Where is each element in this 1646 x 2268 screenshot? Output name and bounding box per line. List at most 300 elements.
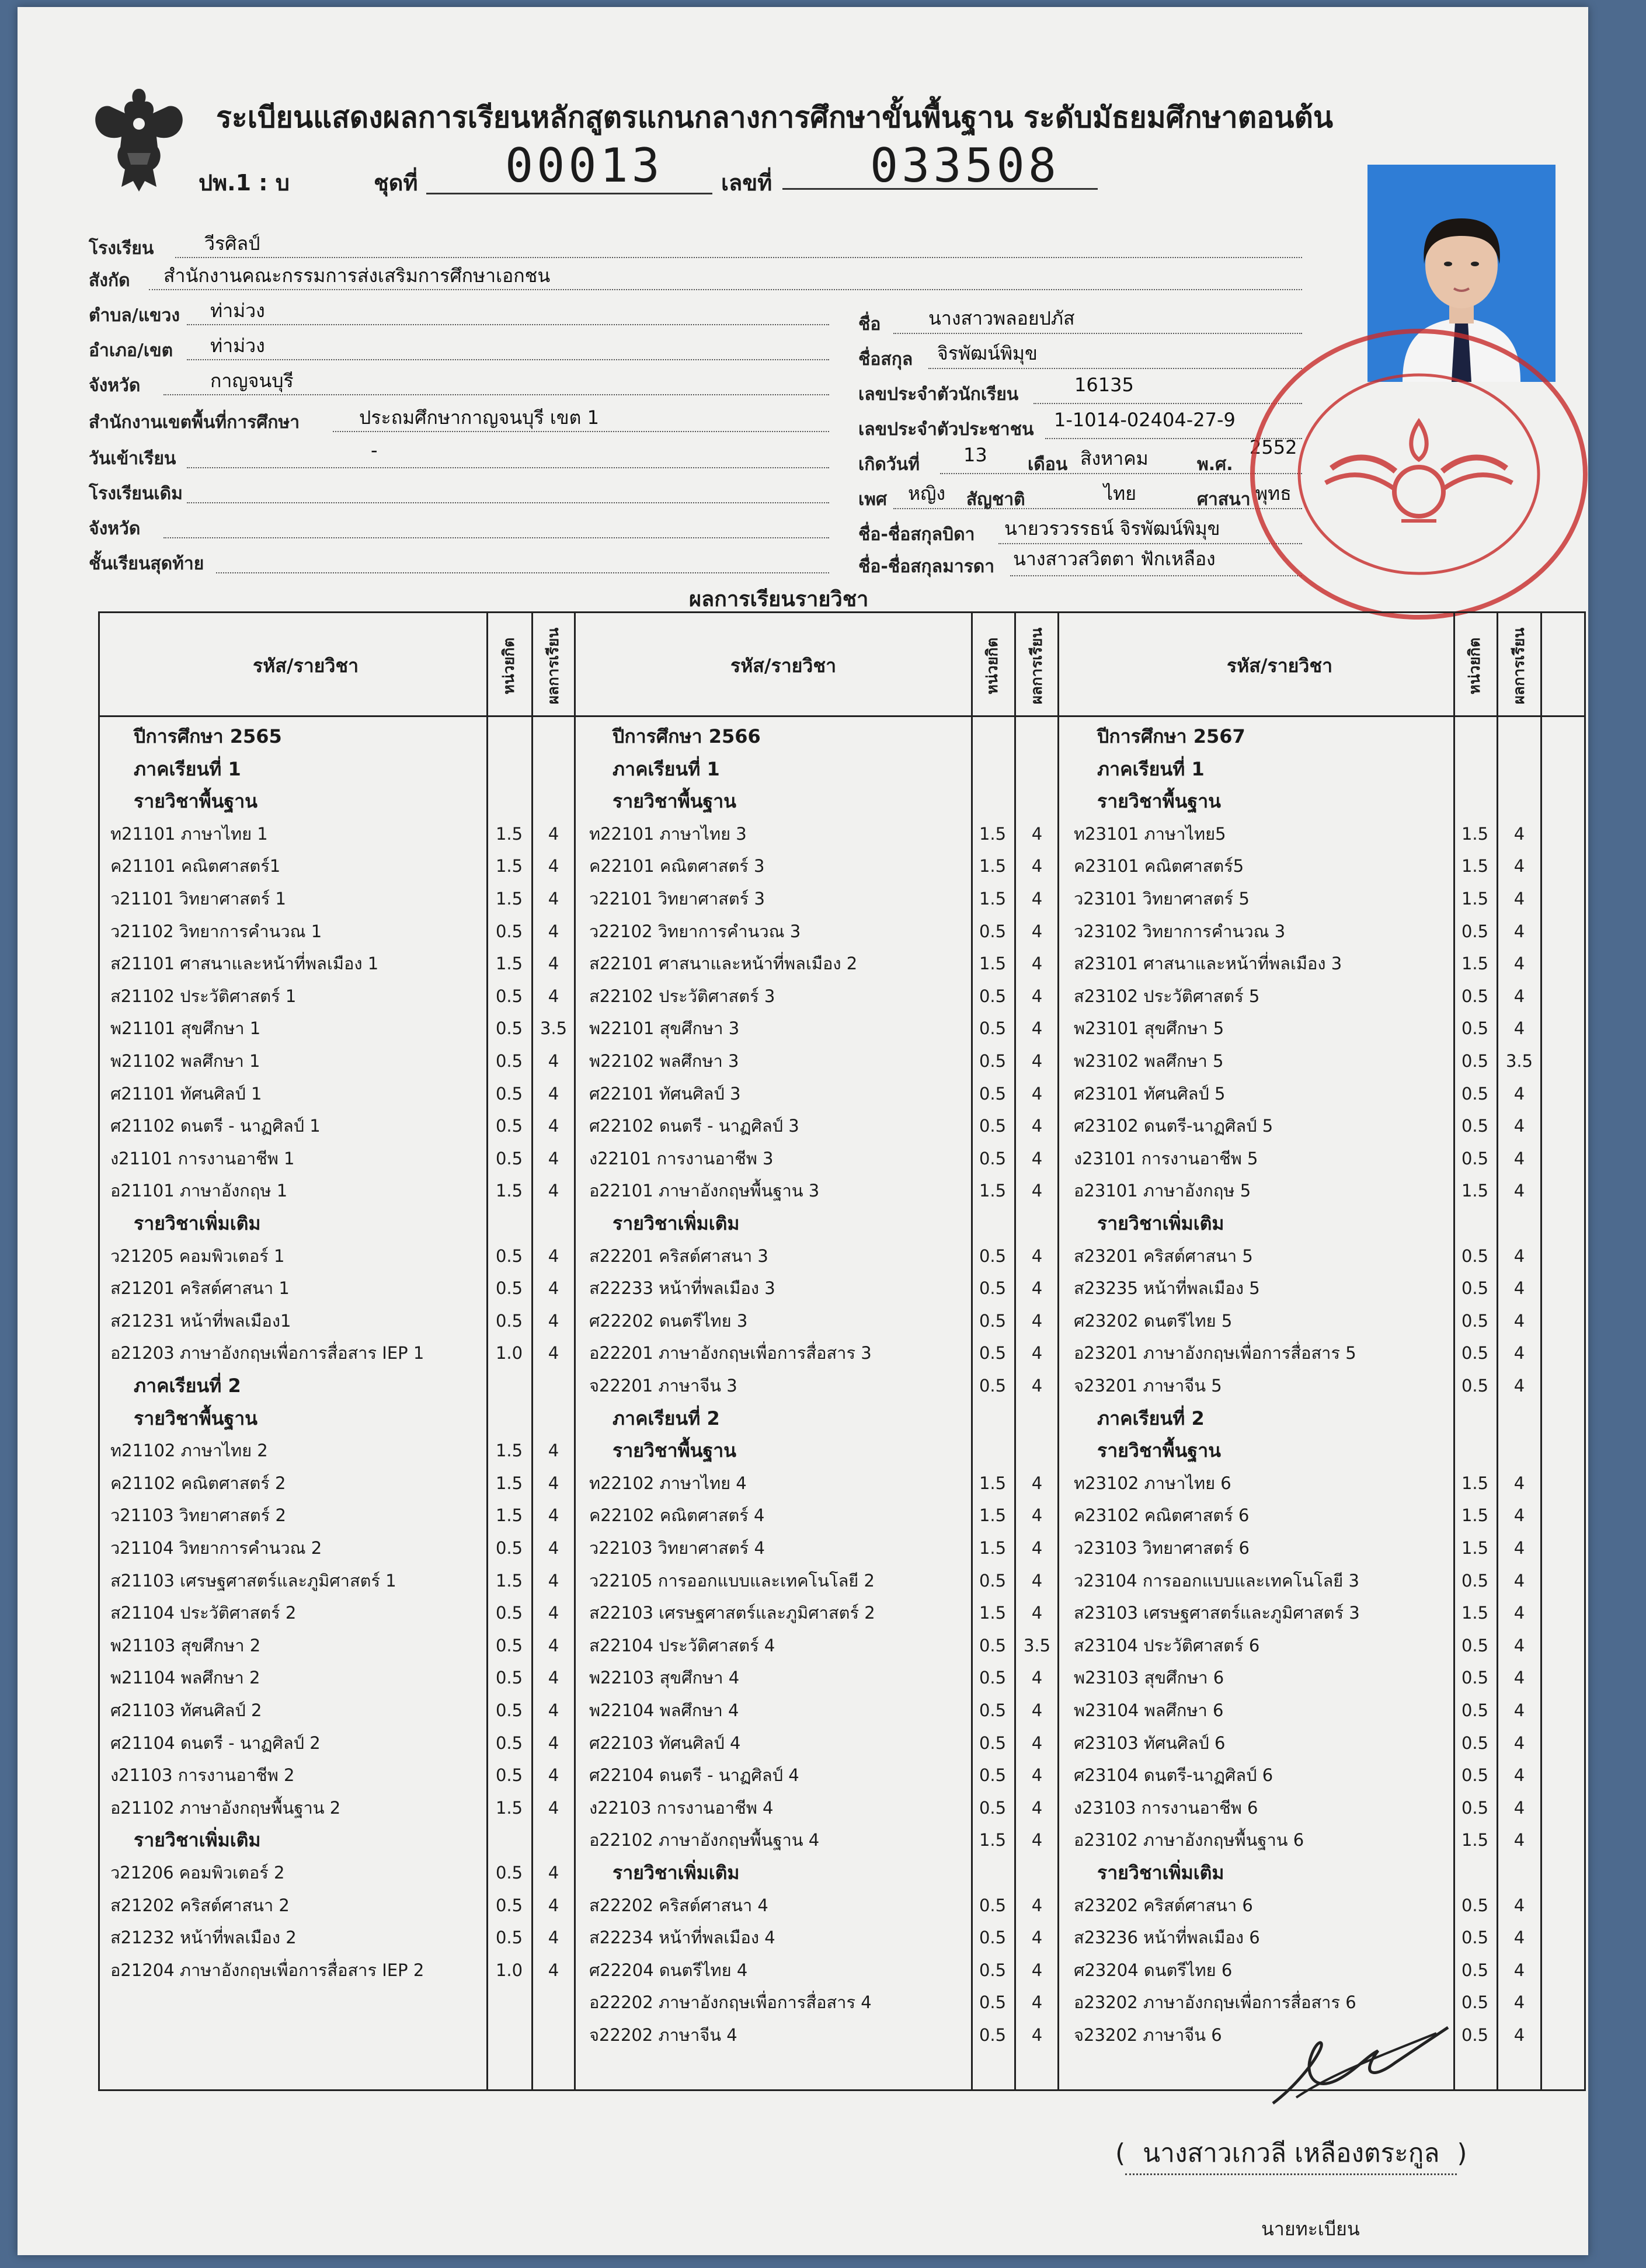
section-heading-text: รายวิชาเพิ่มเติม [134, 1829, 261, 1852]
subject-row [100, 1370, 1584, 1401]
section-heading-text: รายวิชาพื้นฐาน [1097, 1439, 1222, 1462]
section-heading-text: รายวิชาเพิ่มเติม [1097, 1862, 1224, 1884]
subject-name: จ22202 ภาษาจีน 4 [589, 2025, 737, 2045]
document-title: ระเบียนแสดงผลการเรียนหลักสูตรแกนกลางการศึกษาขั้นพื้นฐาน ระดับมัธยมศึกษาตอนต้น [216, 100, 1334, 134]
enroll-date-label: วันเข้าเรียน [89, 448, 176, 469]
credit-header-text: หน่วยกิต [984, 637, 1002, 694]
section-heading-text: ภาคเรียนที่ 1 [613, 757, 720, 780]
subject-name: อ23201 ภาษาอังกฤษเพื่อการสื่อสาร 5 [1074, 1343, 1356, 1363]
grade-value: 4 [548, 1310, 559, 1331]
student-id-label: เลขประจำตัวนักเรียน [858, 384, 1019, 405]
results-table [98, 611, 1586, 2091]
form-code: ปพ.1 : บ [199, 170, 290, 196]
father-value: นายวรวรรธน์ จิรพัฒน์พิมุข [1004, 517, 1220, 540]
subject-name: ศ22104 ดนตรี - นาฏศิลป์ 4 [589, 1765, 799, 1786]
subject-name: ว23101 วิทยาศาสตร์ 5 [1074, 889, 1250, 909]
credit-value: 1.0 [495, 1960, 523, 1980]
subject-row [100, 1111, 1584, 1141]
subject-name: ศ21101 ทัศนศิลป์ 1 [110, 1083, 262, 1104]
subject-name: ส22103 เศรษฐศาสตร์และภูมิศาสตร์ 2 [589, 1603, 875, 1623]
section-heading-text: รายวิชาพื้นฐาน [613, 1439, 737, 1462]
enroll-date-dots [187, 467, 829, 468]
subject-name: พ21102 พลศึกษา 1 [110, 1051, 260, 1071]
grade-value: 4 [1031, 1246, 1043, 1266]
subject-name: ง22101 การงานอาชีพ 3 [589, 1148, 774, 1168]
grade-value: 4 [548, 889, 559, 909]
grade-value: 4 [1513, 954, 1525, 974]
grade-value: 4 [548, 1928, 559, 1948]
grade-value: 4 [1513, 1278, 1525, 1299]
gender-value: หญิง [908, 482, 945, 505]
section-heading [100, 1857, 1584, 1888]
subject-name: ส22234 หน้าที่พลเมือง 4 [589, 1928, 775, 1948]
subject-row [100, 1695, 1584, 1726]
credit-value: 0.5 [979, 986, 1007, 1006]
citizen-id-value: 1-1014-02404-27-9 [1054, 409, 1236, 431]
credit-value: 0.5 [1461, 1928, 1489, 1948]
credit-value: 1.5 [1461, 823, 1489, 844]
document-number: 033508 [870, 138, 1060, 193]
credit-value: 0.5 [1461, 1765, 1489, 1786]
grade-value: 4 [1031, 889, 1043, 909]
subject-name: ว23102 วิทยาการคำนวณ 3 [1074, 921, 1286, 941]
subject-row [100, 1143, 1584, 1174]
grade-value: 4 [548, 1733, 559, 1753]
grade-value: 4 [1513, 1246, 1525, 1266]
credit-value: 0.5 [979, 1083, 1007, 1104]
credit-value: 1.5 [495, 1473, 523, 1493]
grade-value: 4 [1031, 1278, 1043, 1299]
credit-value: 0.5 [979, 921, 1007, 941]
section-heading-text: รายวิชาเพิ่มเติม [134, 1212, 261, 1234]
credit-value: 0.5 [495, 1116, 523, 1136]
section-heading [100, 721, 1584, 752]
grade-value: 4 [1513, 1181, 1525, 1201]
subject-name: ศ23102 ดนตรี-นาฏศิลป์ 5 [1074, 1116, 1273, 1136]
credit-value: 0.5 [495, 986, 523, 1006]
grade-value: 4 [548, 1863, 559, 1883]
gender-dots [893, 508, 1302, 509]
school-label: โรงเรียน [89, 238, 154, 259]
name-value: นางสาวพลอยปภัส [928, 307, 1075, 329]
subject-name: ส23235 หน้าที่พลเมือง 5 [1074, 1278, 1260, 1299]
subject-name: ศ23204 ดนตรีไทย 6 [1074, 1960, 1233, 1980]
subject-name: ท22102 ภาษาไทย 4 [589, 1473, 747, 1493]
subject-name: อ21203 ภาษาอังกฤษเพื่อการสื่อสาร IEP 1 [110, 1343, 424, 1363]
credit-value: 1.5 [1461, 1830, 1489, 1850]
subject-name: ง21103 การงานอาชีพ 2 [110, 1765, 295, 1786]
grade-value: 4 [1513, 1700, 1525, 1720]
birth-month-value: สิงหาคม [1080, 447, 1149, 469]
credit-value: 0.5 [979, 1246, 1007, 1266]
subject-name: พ21101 สุขศึกษา 1 [110, 1018, 261, 1039]
credit-value: 0.5 [1461, 1635, 1489, 1655]
garuda-emblem-icon [86, 83, 192, 194]
subject-row [100, 1630, 1584, 1661]
prev-province-dots [163, 537, 829, 538]
birth-year-label: พ.ศ. [1197, 454, 1233, 475]
subject-row [100, 1793, 1584, 1823]
name-label: ชื่อ [858, 314, 881, 335]
subject-row [100, 1273, 1584, 1303]
subject-row [100, 851, 1584, 881]
credit-value: 0.5 [495, 1310, 523, 1331]
nationality-label: สัญชาติ [966, 489, 1025, 510]
gender-label: เพศ [858, 489, 888, 510]
subject-name: ว22105 การออกแบบและเทคโนโลยี 2 [589, 1570, 875, 1591]
subject-name: อ23101 ภาษาอังกฤษ 5 [1074, 1181, 1251, 1201]
province-value: กาญจนบุรี [210, 370, 294, 392]
subject-name: ส23104 ประวัติศาสตร์ 6 [1074, 1635, 1260, 1655]
credit-value: 1.5 [1461, 889, 1489, 909]
grade-value: 3.5 [1505, 1051, 1533, 1071]
subject-row [100, 1955, 1584, 1985]
subject-name: ค23102 คณิตศาสตร์ 6 [1074, 1505, 1250, 1526]
grade-value: 4 [1513, 1116, 1525, 1136]
subject-row [100, 819, 1584, 849]
credit-value: 0.5 [979, 1278, 1007, 1299]
citizen-id-label: เลขประจำตัวประชาชน [858, 419, 1034, 440]
credit-value: 0.5 [979, 1797, 1007, 1818]
grade-value: 4 [1031, 1603, 1043, 1623]
grade-value: 4 [1031, 986, 1043, 1006]
credit-value: 0.5 [495, 921, 523, 941]
grade-value: 4 [1031, 1765, 1043, 1786]
subject-header: รหัส/รายวิชา [1227, 655, 1333, 677]
subject-header: รหัส/รายวิชา [730, 655, 837, 677]
credit-value: 1.5 [979, 1830, 1007, 1850]
grade-header-text: ผลการเรียน [1028, 627, 1046, 704]
credit-value: 0.5 [1461, 1960, 1489, 1980]
credit-value: 0.5 [1461, 1992, 1489, 2013]
registrar-signature [1261, 2016, 1454, 2115]
subject-name: ว21205 คอมพิวเตอร์ 1 [110, 1246, 285, 1266]
credit-value: 1.0 [495, 1343, 523, 1363]
credit-value: 0.5 [495, 1148, 523, 1168]
subject-name: ศ23101 ทัศนศิลป์ 5 [1074, 1083, 1226, 1104]
credit-value: 0.5 [979, 1928, 1007, 1948]
section-heading-text: ภาคเรียนที่ 1 [134, 757, 241, 780]
grade-value: 4 [1031, 1960, 1043, 1980]
credit-value: 0.5 [979, 1376, 1007, 1396]
school-dots [175, 257, 1302, 258]
subject-row [100, 1987, 1584, 2017]
grade-value: 4 [1513, 1538, 1525, 1558]
credit-value: 0.5 [979, 1700, 1007, 1720]
father-label: ชื่อ-ชื่อสกุลบิดา [858, 524, 975, 545]
grade-value: 4 [1513, 1765, 1525, 1786]
credit-value: 0.5 [495, 1603, 523, 1623]
prev-school-dots [187, 502, 829, 503]
subject-name: พ23102 พลศึกษา 5 [1074, 1051, 1224, 1071]
set-label: ชุดที่ [374, 170, 418, 196]
subject-row [100, 883, 1584, 914]
grade-value: 4 [548, 1505, 559, 1526]
section-heading-text: รายวิชาพื้นฐาน [134, 1407, 258, 1429]
subject-name: ส21102 ประวัติศาสตร์ 1 [110, 986, 297, 1006]
grade-header-text: ผลการเรียน [545, 627, 563, 704]
subject-row [100, 1922, 1584, 1953]
subdistrict-label: ตำบล/แขวง [89, 305, 180, 326]
subject-row [100, 1566, 1584, 1596]
credit-header-text: หน่วยกิต [1466, 637, 1484, 694]
subject-name: ง23103 การงานอาชีพ 6 [1074, 1797, 1258, 1818]
credit-value: 0.5 [1461, 986, 1489, 1006]
grade-value: 4 [1031, 1018, 1043, 1039]
credit-value: 1.5 [495, 1505, 523, 1526]
credit-value: 0.5 [979, 1018, 1007, 1039]
grade-value: 3.5 [1023, 1635, 1051, 1655]
header-divider [100, 715, 1584, 717]
grade-value: 4 [1031, 1928, 1043, 1948]
transcript-paper [18, 7, 1588, 2255]
subject-name: อ21102 ภาษาอังกฤษพื้นฐาน 2 [110, 1797, 341, 1818]
grade-value: 4 [1031, 2025, 1043, 2045]
subject-name: ท23101 ภาษาไทย5 [1074, 823, 1226, 844]
mother-value: นางสาวสวิตตา ฟักเหลือง [1013, 548, 1216, 570]
subject-name: ส22102 ประวัติศาสตร์ 3 [589, 986, 775, 1006]
district-label: อำเภอ/เขต [89, 340, 173, 361]
credit-value: 0.5 [979, 1668, 1007, 1688]
grade-value: 4 [1513, 1083, 1525, 1104]
grade-value: 4 [548, 1441, 559, 1461]
subject-row [100, 1598, 1584, 1628]
subject-name: อ22102 ภาษาอังกฤษพื้นฐาน 4 [589, 1830, 820, 1850]
subject-name: อ22201 ภาษาอังกฤษเพื่อการสื่อสาร 3 [589, 1343, 872, 1363]
grade-value: 4 [1031, 921, 1043, 941]
subject-name: ว23104 การออกแบบและเทคโนโลยี 3 [1074, 1570, 1359, 1591]
grade-value: 4 [548, 1473, 559, 1493]
registrar-name-text: นางสาวเกวลี เหลืองตระกูล [1125, 2133, 1457, 2175]
subject-name: ส22104 ประวัติศาสตร์ 4 [589, 1635, 775, 1655]
credit-value: 0.5 [1461, 2025, 1489, 2045]
grade-value: 4 [548, 1538, 559, 1558]
grade-value: 4 [1031, 1570, 1043, 1591]
surname-label: ชื่อสกุล [858, 349, 913, 370]
subject-name: ง21101 การงานอาชีพ 1 [110, 1148, 295, 1168]
subject-name: พ22102 พลศึกษา 3 [589, 1051, 739, 1071]
subject-row [100, 1890, 1584, 1921]
subject-name: อ22101 ภาษาอังกฤษพื้นฐาน 3 [589, 1181, 820, 1201]
grade-value: 4 [1513, 1960, 1525, 1980]
subject-name: ว22101 วิทยาศาสตร์ 3 [589, 889, 765, 909]
subject-row [100, 1825, 1584, 1855]
last-grade-dots [216, 572, 829, 573]
credit-value: 1.5 [979, 856, 1007, 876]
credit-value: 0.5 [495, 1863, 523, 1883]
grade-value: 4 [1031, 1700, 1043, 1720]
section-heading-text: รายวิชาพื้นฐาน [613, 790, 737, 813]
subject-name: ส22201 คริสต์ศาสนา 3 [589, 1246, 768, 1266]
under-label: สังกัด [89, 270, 130, 291]
credit-value: 0.5 [495, 1928, 523, 1948]
subject-name: ส22101 ศาสนาและหน้าที่พลเมือง 2 [589, 954, 858, 974]
subject-name: ส21201 คริสต์ศาสนา 1 [110, 1278, 290, 1299]
credit-value: 1.5 [979, 823, 1007, 844]
grade-value: 4 [548, 986, 559, 1006]
subject-name: ส23102 ประวัติศาสตร์ 5 [1074, 986, 1260, 1006]
subject-name: ส21104 ประวัติศาสตร์ 2 [110, 1603, 297, 1623]
grade-header [1017, 625, 1057, 707]
grade-value: 4 [1031, 954, 1043, 974]
section-heading-text: ปีการศึกษา 2565 [134, 725, 282, 747]
subject-name: ท21102 ภาษาไทย 2 [110, 1441, 268, 1461]
grade-value: 4 [1031, 1473, 1043, 1493]
grade-value: 4 [548, 1700, 559, 1720]
grade-value: 4 [1513, 1797, 1525, 1818]
grade-value: 4 [548, 1051, 559, 1071]
grade-value: 4 [1513, 1018, 1525, 1039]
grade-value: 4 [1513, 1570, 1525, 1591]
grade-value: 4 [548, 1343, 559, 1363]
subject-name: ศ23103 ทัศนศิลป์ 6 [1074, 1733, 1226, 1753]
grade-value: 4 [1031, 823, 1043, 844]
section-heading-text: รายวิชาเพิ่มเติม [613, 1862, 740, 1884]
subject-name: ศ22204 ดนตรีไทย 4 [589, 1960, 748, 1980]
credit-header-text: หน่วยกิต [500, 637, 518, 694]
subject-name: จ23201 ภาษาจีน 5 [1074, 1376, 1222, 1396]
grade-value: 4 [1513, 1343, 1525, 1363]
subject-name: อ21204 ภาษาอังกฤษเพื่อการสื่อสาร IEP 2 [110, 1960, 424, 1980]
credit-value: 0.5 [495, 1668, 523, 1688]
grade-value: 4 [548, 1181, 559, 1201]
credit-value: 0.5 [1461, 1246, 1489, 1266]
subject-name: อ23102 ภาษาอังกฤษพื้นฐาน 6 [1074, 1830, 1304, 1850]
subject-name: ศ22103 ทัศนศิลป์ 4 [589, 1733, 741, 1753]
grade-value: 4 [1031, 1181, 1043, 1201]
grade-value: 4 [1031, 1830, 1043, 1850]
subject-row [100, 1079, 1584, 1109]
subject-name: ค22102 คณิตศาสตร์ 4 [589, 1505, 765, 1526]
subject-row [100, 981, 1584, 1011]
credit-value: 1.5 [979, 1473, 1007, 1493]
grade-value: 4 [1513, 921, 1525, 941]
subject-name: ส23236 หน้าที่พลเมือง 6 [1074, 1928, 1260, 1948]
credit-value: 1.5 [495, 1797, 523, 1818]
surname-value: จิรพัฒน์พิมุข [937, 342, 1038, 364]
birth-month-label: เดือน [1028, 454, 1068, 475]
credit-value: 1.5 [495, 1441, 523, 1461]
credit-value: 0.5 [495, 1733, 523, 1753]
credit-value: 0.5 [1461, 921, 1489, 941]
section-heading-text: รายวิชาพื้นฐาน [134, 790, 258, 813]
grade-value: 4 [548, 1797, 559, 1818]
subject-name: ศ23104 ดนตรี-นาฏศิลป์ 6 [1074, 1765, 1273, 1786]
grade-value: 4 [1513, 1635, 1525, 1655]
grade-header-text: ผลการเรียน [1511, 627, 1529, 704]
credit-value: 0.5 [495, 1246, 523, 1266]
subject-name: ศ22101 ทัศนศิลป์ 3 [589, 1083, 741, 1104]
grade-value: 4 [548, 856, 559, 876]
grade-value: 4 [548, 1148, 559, 1168]
grade-value: 4 [548, 921, 559, 941]
student-id-value: 16135 [1074, 374, 1134, 396]
subject-name: พ21103 สุขศึกษา 2 [110, 1635, 261, 1655]
section-heading-text: ปีการศึกษา 2567 [1097, 725, 1245, 747]
credit-value: 0.5 [1461, 1700, 1489, 1720]
grade-value: 4 [1513, 1928, 1525, 1948]
subject-name: ส21101 ศาสนาและหน้าที่พลเมือง 1 [110, 954, 379, 974]
grade-value: 4 [1513, 823, 1525, 844]
subject-row [100, 1241, 1584, 1271]
birth-year-value: 2552 [1250, 436, 1297, 458]
credit-value: 0.5 [1461, 1376, 1489, 1396]
section-heading-text: ภาคเรียนที่ 1 [1097, 757, 1205, 780]
subject-name: ศ23202 ดนตรีไทย 5 [1074, 1310, 1233, 1331]
section-heading [100, 1435, 1584, 1466]
grade-value: 4 [1031, 1797, 1043, 1818]
credit-value: 0.5 [1461, 1310, 1489, 1331]
subject-name: พ22101 สุขศึกษา 3 [589, 1018, 740, 1039]
registrar-name: ( นางสาวเกวลี เหลืองตระกูล ) [1115, 2133, 1467, 2175]
credit-value: 0.5 [1461, 1668, 1489, 1688]
subject-name: ว22102 วิทยาการคำนวณ 3 [589, 921, 801, 941]
credit-value: 0.5 [979, 1570, 1007, 1591]
subject-name: ศ21102 ดนตรี - นาฏศิลป์ 1 [110, 1116, 321, 1136]
grade-value: 4 [1031, 1051, 1043, 1071]
section-heading-text: ภาคเรียนที่ 2 [613, 1407, 720, 1429]
credit-value: 1.5 [979, 954, 1007, 974]
subject-row [100, 1306, 1584, 1336]
grade-value: 4 [548, 1960, 559, 1980]
subject-name: พ23104 พลศึกษา 6 [1074, 1700, 1224, 1720]
credit-value: 1.5 [1461, 1603, 1489, 1623]
district-value: ท่าม่วง [210, 335, 265, 357]
grade-value: 4 [1513, 1310, 1525, 1331]
credit-value: 0.5 [979, 1051, 1007, 1071]
section-heading [100, 1403, 1584, 1434]
grade-value: 4 [1031, 856, 1043, 876]
subject-name: ท23102 ภาษาไทย 6 [1074, 1473, 1231, 1493]
credit-value: 1.5 [1461, 856, 1489, 876]
subject-name: พ23103 สุขศึกษา 6 [1074, 1668, 1224, 1688]
area-office-label: สำนักงานเขตพื้นที่การศึกษา [89, 412, 300, 433]
credit-value: 0.5 [979, 1733, 1007, 1753]
grade-header [533, 625, 574, 707]
subject-row [100, 1500, 1584, 1530]
credit-value: 0.5 [979, 2025, 1007, 2045]
section-heading-text: รายวิชาพื้นฐาน [1097, 790, 1222, 813]
grade-value: 4 [548, 1635, 559, 1655]
credit-value: 0.5 [1461, 1895, 1489, 1915]
subject-name: ส21231 หน้าที่พลเมือง1 [110, 1310, 291, 1331]
grade-value: 4 [1031, 1116, 1043, 1136]
subject-name: ส23103 เศรษฐศาสตร์และภูมิศาสตร์ 3 [1074, 1603, 1360, 1623]
subject-name: ศ22102 ดนตรี - นาฏศิลป์ 3 [589, 1116, 799, 1136]
credit-value: 0.5 [495, 1700, 523, 1720]
grade-value: 4 [1031, 1992, 1043, 2013]
credit-value: 1.5 [1461, 1505, 1489, 1526]
grade-value: 4 [1031, 1376, 1043, 1396]
subject-header: รหัส/รายวิชา [253, 655, 359, 677]
nationality-value: ไทย [1104, 482, 1136, 505]
subject-name: จ22201 ภาษาจีน 3 [589, 1376, 737, 1396]
grade-value: 4 [548, 823, 559, 844]
section-heading-text: ภาคเรียนที่ 2 [1097, 1407, 1205, 1429]
last-grade-label: ชั้นเรียนสุดท้าย [89, 554, 204, 574]
set-underline [426, 193, 712, 194]
credit-header [972, 625, 1013, 707]
credit-value: 0.5 [495, 1051, 523, 1071]
credit-value: 1.5 [1461, 1538, 1489, 1558]
grade-header [1499, 625, 1540, 707]
set-number: 00013 [505, 138, 663, 193]
subject-name: ค21101 คณิตศาสตร์1 [110, 856, 281, 876]
credit-value: 1.5 [495, 1181, 523, 1201]
subject-name: อ22202 ภาษาอังกฤษเพื่อการสื่อสาร 4 [589, 1992, 872, 2013]
credit-value: 0.5 [979, 1992, 1007, 2013]
section-heading-text: รายวิชาเพิ่มเติม [613, 1212, 740, 1234]
